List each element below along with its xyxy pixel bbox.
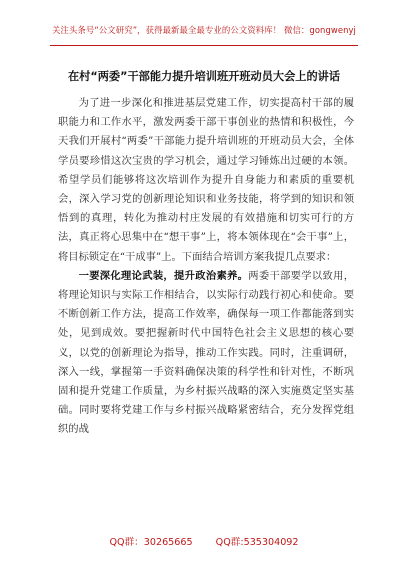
footer-qq-group-2: QQ群:535304092 — [215, 537, 299, 548]
document-body — [58, 94, 354, 440]
paragraph-text: 两委干部要学以致用，将理论知识与实际工作相结合，以实际行动践行初心和使命。要不断创新工作方法，提高工作效率，确保每一项工作都能落到实处，见到成效。要把握新时代中国特色社会主义思想的核心要义，以党的创新理论为指导，推动工作实践。同时，注重调研，深入一线，掌握第一手资料确保决策的科学性和针对性，不断巩固和提升党建工作质量，为乡村振兴战略的深入实施奠定坚实基础。同时要将党建工作与乡村振兴战略紧密结合，充分发挥党组织的战 — [58, 269, 355, 436]
document-title: 在村“两委”干部能力提升培训班开班动员大会上的讲话 — [67, 70, 341, 83]
paragraph-point-one — [58, 267, 354, 440]
paragraph-lead: 一要深化理论武装，提升政治素养。 — [78, 269, 249, 282]
footer-qq-group-1: QQ群：30265665 — [109, 537, 193, 548]
header-divider — [50, 45, 358, 46]
footer-contact — [0, 534, 408, 548]
header-note: 关注头条号“公文研究”，获得最新最全最专业的公文资料库！ 微信：gongwenyj — [52, 25, 356, 35]
paragraph-intro — [58, 94, 354, 267]
paragraph-text: 为了进一步深化和推进基层党建工作，切实提高村干部的履职能力和工作水平，激发两委干部干事创业的热情和积极性，今天我们开展村“两委”干部能力提升培训班的开班动员大会，全体学员要珍惜这次宝贵的学习机会，通过学习锤炼出过硬的本领。希望学员们能够将这次培训作为提升自身能力和素质的重要机会，深入学习党的创新理论知识和业务技能，将学到的知识和领悟到的真理，转化为推动村庄发展的有效措施和切实可行的方法，真正将心思集中在“想干事”上，将本领体现在“会干事”上，将目标锁定在“干成事”上。下面结合培训方案我提几点要求： — [58, 97, 354, 263]
